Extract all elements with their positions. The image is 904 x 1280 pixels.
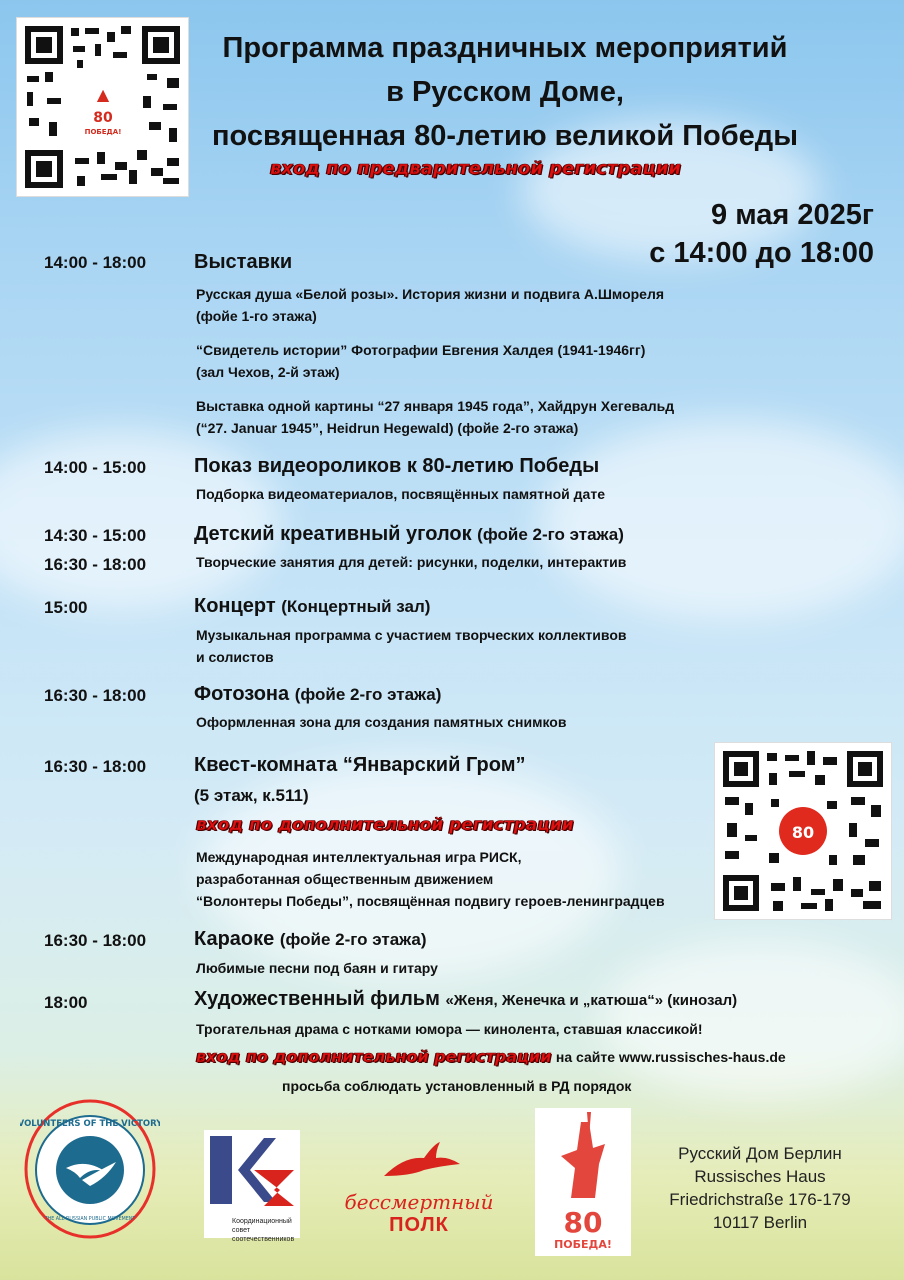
- svg-text:THE ALL-RUSSIAN PUBLIC MOVEMEN: THE ALL-RUSSIAN PUBLIC MOVEMENT: [44, 1217, 136, 1222]
- notice: просьба соблюдать установленный в РД порядок: [282, 1078, 632, 1094]
- address-line: 10117 Berlin: [712, 1213, 808, 1232]
- coordination-council-logo: [204, 1130, 300, 1243]
- time-range: с 14:00 до 18:00: [649, 237, 874, 269]
- registration-banner: вход по дополнительной регистрации: [196, 815, 574, 835]
- event-title: Выставки: [194, 251, 293, 273]
- address-line: Russisches Haus: [694, 1167, 826, 1186]
- event-title: Показ видеороликов к 80-летию Победы: [194, 455, 600, 477]
- registration-banner: вход по предварительной регистрации: [270, 158, 682, 179]
- svg-text:80: 80: [791, 823, 815, 842]
- event-time: 14:30 - 15:00: [44, 526, 147, 545]
- registration-banner: вход по дополнительной регистрации: [196, 1047, 552, 1066]
- event-time: 18:00: [44, 993, 88, 1012]
- svg-text:ПОБЕДА!: ПОБЕДА!: [554, 1238, 612, 1251]
- footer-registration: [196, 1047, 786, 1067]
- event-time: 14:00 - 15:00: [44, 458, 147, 477]
- qr-logo-80: 80: [93, 110, 113, 126]
- event-time: 16:30 - 18:00: [44, 757, 147, 776]
- event-time: 16:30 - 18:00: [44, 931, 147, 950]
- event-time: 15:00: [44, 598, 88, 617]
- address-line: Русский Дом Берлин: [678, 1144, 842, 1163]
- event-title: Квест-комната “Январский Гром”: [194, 754, 526, 776]
- event-details: Любимые песни под баян и гитару: [196, 960, 438, 976]
- svg-text:ПОБЕДА!: ПОБЕДА!: [84, 128, 122, 136]
- event-time: 14:00 - 18:00: [44, 253, 147, 272]
- event-title: Караоке (фойе 2-го этажа): [194, 928, 427, 950]
- svg-text:▲: ▲: [96, 85, 110, 104]
- event-details: Музыкальная программа с участием творческих коллективов и солистов: [196, 627, 627, 665]
- page-title: [190, 26, 820, 158]
- qr-code-quest[interactable]: [714, 742, 892, 920]
- qr-code-top[interactable]: [16, 17, 189, 197]
- svg-text:VOLUNTEERS OF THE VICTORY: VOLUNTEERS OF THE VICTORY: [20, 1119, 160, 1129]
- cloud: [540, 420, 904, 620]
- title-line: в Русском Доме,: [386, 76, 624, 108]
- victory-80-logo: [535, 1108, 631, 1256]
- event-title: Фотозона (фойе 2-го этажа): [194, 683, 442, 705]
- event-title: Художественный фильм «Женя, Женечка и „катюша“» (кинозал): [194, 988, 738, 1010]
- event-time: 16:30 - 18:00: [44, 555, 147, 574]
- event-details: Творческие занятия для детей: рисунки, поделки, интерактив: [196, 554, 627, 570]
- svg-text:80: 80: [563, 1206, 603, 1239]
- title-line: посвященная 80-летию великой Победы: [212, 120, 798, 152]
- event-details: Трогательная драма с нотками юмора — кинолента, ставшая классикой!: [196, 1021, 703, 1037]
- event-details: Международная интеллектуальная игра РИСК, разработанная общественным движением “Волонтеры Победы”, посвящённая подвигу героев-ленинградцев: [196, 849, 665, 909]
- event-details: Оформленная зона для создания памятных снимков: [196, 714, 567, 730]
- website-link[interactable]: на сайте www.russisches-haus.de: [555, 1049, 786, 1065]
- volunteers-of-victory-logo: [20, 1096, 160, 1242]
- event-details: Русская душа «Белой розы». История жизни и подвига А.Шмореля (фойе 1-го этажа) “Свидетель истории” Фотографии Евгения Халдея (1941-1946гг) (зал Чехов, 2-й этаж) Выставка одной картины “27 января 1945 года”, Хайдрун Хегевальд (“27. Januar 1945”, Heidrun Hegewald) (фойе 2-го этажа): [196, 286, 675, 436]
- address-block: [640, 1142, 880, 1234]
- council-caption: Координационный совет соотечественников: [232, 1218, 295, 1243]
- date-line: 9 мая 2025г: [711, 199, 874, 231]
- title-line: Программа праздничных мероприятий: [222, 32, 788, 64]
- event-title: Детский креативный уголок (фойе 2-го этажа): [194, 523, 624, 545]
- event-time: 16:30 - 18:00: [44, 686, 147, 705]
- event-title: Концерт (Концертный зал): [194, 595, 431, 617]
- event-location: (5 этаж, к.511): [194, 786, 309, 805]
- address-line: Friedrichstraße 176-179: [669, 1190, 851, 1209]
- event-details: Подборка видеоматериалов, посвящённых памятной дате: [196, 486, 605, 502]
- immortal-regiment-logo: бессмертный ПОЛК: [344, 1136, 494, 1242]
- crane-icon: [344, 1136, 494, 1186]
- event-date: [649, 196, 874, 272]
